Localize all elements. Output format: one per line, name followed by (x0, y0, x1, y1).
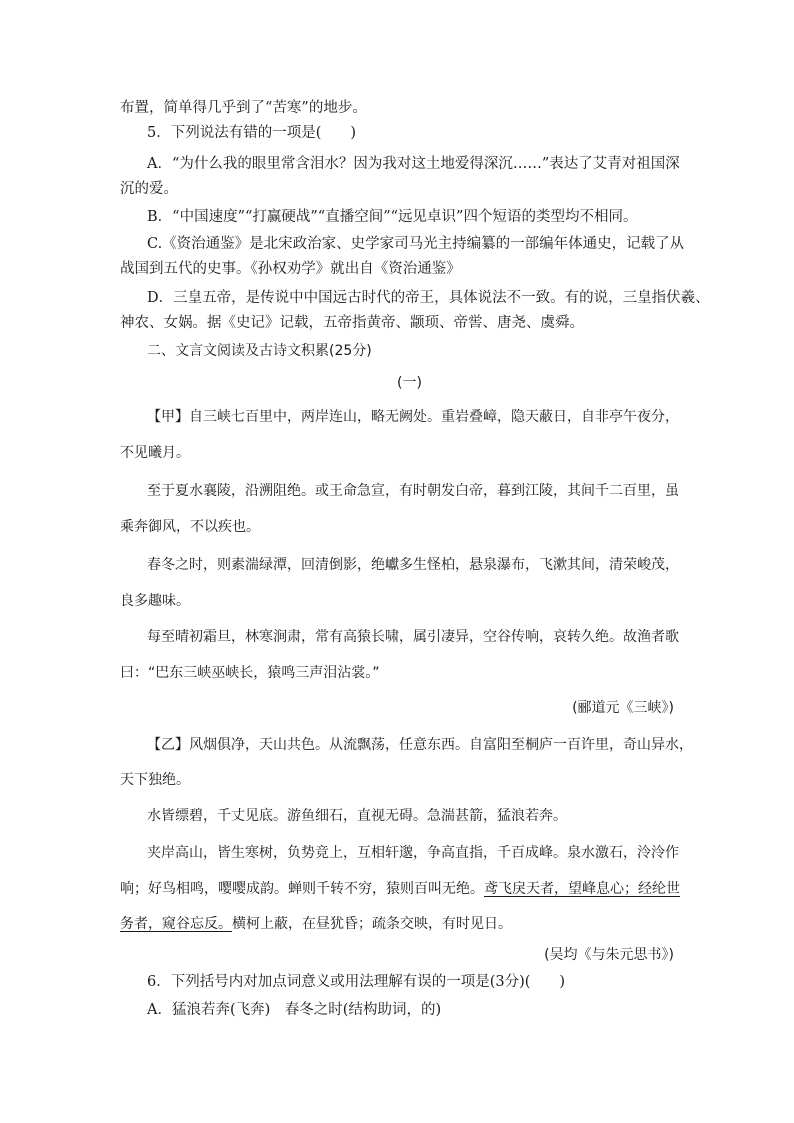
jia-source-citation: (郦道元《三峡》) (572, 700, 674, 716)
yi-paragraph-3-line2-text: 响；好鸟相鸣，嘤嘤成韵。蝉则千转不穷，猿则百叫无绝。 (120, 881, 484, 897)
jia-paragraph-4-line1: 每至晴初霜旦，林寒涧肃，常有高猿长啸，属引凄异，空谷传响，哀转久绝。故渔者歌 (147, 629, 679, 645)
q5-option-c-line2: 战国到五代的史事。《孙权劝学》就出自《资治通鉴》 (120, 261, 461, 277)
q5-option-d-line1: D．三皇五帝，是传说中中国远古时代的帝王，具体说法不一致。有的说，三皇指伏羲、 (147, 290, 710, 306)
q6-option-a: A．猛浪若奔(飞奔) 春冬之时(结构助词，的) (147, 1002, 442, 1018)
yi-paragraph-3-line2 (120, 878, 680, 900)
yi-paragraph-3-line1: 夹岸高山，皆生寒树，负势竞上，互相轩邈，争高直指，千百成峰。泉水激石，泠泠作 (147, 845, 679, 861)
yi-paragraph-2: 水皆缥碧，千丈见底。游鱼细石，直视无碍。急湍甚箭，猛浪若奔。 (147, 808, 567, 824)
underlined-translation-sentence-part2: 务者，窥谷忘反。 (120, 916, 232, 932)
q5-option-a-line2: 沉的爱。 (120, 181, 178, 197)
q5-option-c-line1: C.《资治通鉴》是北宋政治家、史学家司马光主持编纂的一部编年体通史，记载了从 (147, 236, 685, 252)
jia-paragraph-1-line1: 【甲】自三峡七百里中，两岸连山，略无阙处。重岩叠嶂，隐天蔽日，自非亭午夜分， (147, 409, 679, 425)
jia-paragraph-3-line1: 春冬之时，则素湍绿潭，回清倒影，绝巘多生怪柏，悬泉瀑布，飞漱其间，清荣峻茂， (147, 557, 679, 573)
q5-option-a-line1: A．“为什么我的眼里常含泪水？因为我对这土地爱得深沉……”表达了艾青对祖国深 (147, 156, 680, 172)
underlined-translation-sentence-part1: 鸢飞戾天者，望峰息心；经纶世 (484, 881, 680, 897)
jia-paragraph-4-line2: 曰：“巴东三峡巫峡长，猿鸣三声泪沾裳。” (120, 665, 380, 681)
question-5-stem: 5．下列说法有错的一项是( ) (147, 125, 357, 141)
q5-option-d-line2: 神农、女娲。据《史记》记载，五帝指黄帝、颛顼、帝喾、唐尧、虞舜。 (120, 315, 584, 331)
yi-paragraph-1-line2: 天下独绝。 (120, 772, 190, 788)
yi-paragraph-1-line1: 【乙】风烟俱净，天山共色。从流飘荡，任意东西。自富阳至桐庐一百许里，奇山异水， (147, 737, 693, 753)
jia-paragraph-1-line2: 不见曦月。 (120, 445, 190, 461)
section-2-heading: 二、文言文阅读及古诗文积累(25分) (147, 343, 372, 359)
jia-paragraph-3-line2: 良多趣味。 (120, 593, 190, 609)
jia-paragraph-2-line1: 至于夏水襄陵，沿溯阻绝。或王命急宣，有时朝发白帝，暮到江陵，其间千二百里，虽 (147, 483, 679, 499)
yi-source-citation: (吴均《与朱元思书》) (544, 947, 674, 963)
question-6-stem: 6．下列括号内对加点词意义或用法理解有误的一项是(3分)( ) (147, 974, 566, 990)
part-1-heading: (一) (397, 375, 422, 391)
q5-option-b: B．“中国速度”“打赢硬战”“直播空间”“远见卓识”四个短语的类型均不相同。 (147, 209, 638, 225)
yi-paragraph-3-line3-text: 横柯上蔽，在昼犹昏；疏条交映，有时见日。 (232, 916, 512, 932)
yi-paragraph-3-line3 (120, 913, 512, 935)
q5-prev-continuation: 布置，简单得几乎到了“苦寒”的地步。 (120, 100, 367, 116)
jia-paragraph-2-line2: 乘奔御风，不以疾也。 (120, 519, 260, 535)
